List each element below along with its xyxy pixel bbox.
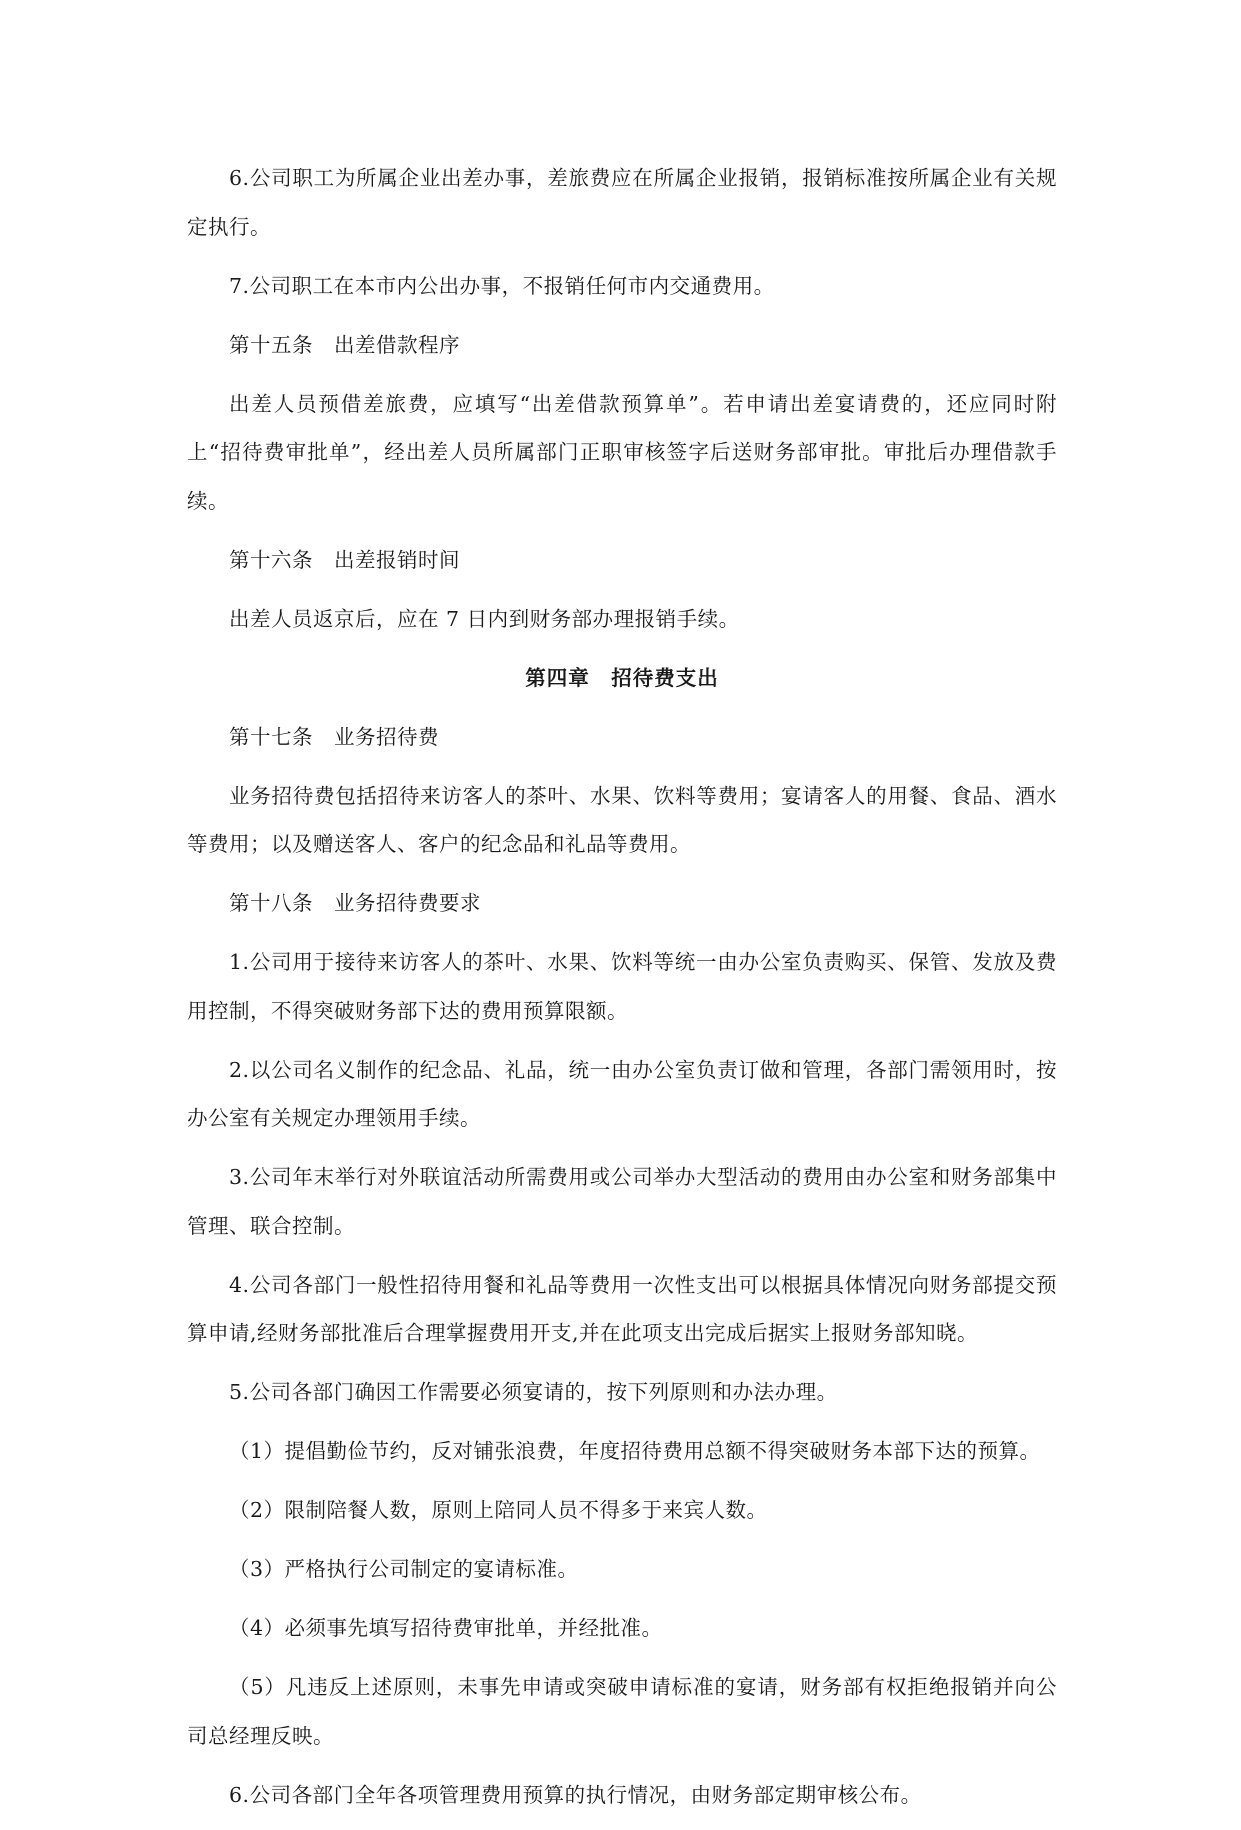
document-body: [187, 154, 1057, 1830]
rule-item-5: 5.公司各部门确因工作需要必须宴请的，按下列原则和办法办理。: [229, 1380, 838, 1404]
rule-item-2: 2.以公司名义制作的纪念品、礼品，统一由办公室负责订做和管理，各部门需领用时，按办公室有关规定办理领用手续。: [187, 1057, 1057, 1130]
chapter-4-title: 第四章 招待费支出: [525, 665, 719, 690]
article-18-heading: 第十八条 业务招待费要求: [229, 891, 482, 915]
sub-rule-2: （2）限制陪餐人数，原则上陪同人员不得多于来宾人数。: [229, 1498, 768, 1522]
paragraph-local-transport: 7.公司职工在本市内公出办事，不报销任何市内交通费用。: [229, 273, 775, 298]
paragraph-entertainment-scope: 业务招待费包括招待来访客人的茶叶、水果、饮料等费用；宴请客人的用餐、食品、酒水等费用；以及赠送客人、客户的纪念品和礼品等费用。: [187, 783, 1057, 856]
paragraph-advance-procedure: 出差人员预借差旅费，应填写“出差借款预算单”。若申请出差宴请费的，还应同时附上“招待费审批单”，经出差人员所属部门正职审核签字后送财务部审批。审批后办理借款手续。: [187, 391, 1057, 513]
rule-item-4: 4.公司各部门一般性招待用餐和礼品等费用一次性支出可以根据具体情况向财务部提交预算申请,经财务部批准后合理掌握费用开支,并在此项支出完成后据实上报财务部知晓。: [187, 1272, 1057, 1345]
article-17-heading: 第十七条 业务招待费: [229, 724, 440, 749]
paragraph-travel-expense-reimbursement: 6.公司职工为所属企业出差办事，差旅费应在所属企业报销，报销标准按所属企业有关规定执行。: [187, 166, 1057, 239]
sub-rule-1: （1）提倡勤俭节约，反对铺张浪费，年度招待费用总额不得突破财务本部下达的预算。: [229, 1439, 1041, 1463]
rule-item-6: 6.公司各部门全年各项管理费用预算的执行情况，由财务部定期审核公布。: [229, 1782, 922, 1807]
paragraph-reimbursement-deadline: 出差人员返京后，应在 7 日内到财务部办理报销手续。: [229, 606, 740, 631]
sub-rule-3: （3）严格执行公司制定的宴请标准。: [229, 1557, 579, 1581]
sub-rule-5: （5）凡违反上述原则，未事先申请或突破申请标准的宴请，财务部有权拒绝报销并向公司总经理反映。: [187, 1675, 1057, 1748]
article-15-heading: 第十五条 出差借款程序: [229, 332, 461, 357]
rule-item-3: 3.公司年末举行对外联谊活动所需费用或公司举办大型活动的费用由办公室和财务部集中管理、联合控制。: [187, 1165, 1057, 1238]
article-16-heading: 第十六条 出差报销时间: [229, 547, 461, 572]
rule-item-1: 1.公司用于接待来访客人的茶叶、水果、饮料等统一由办公室负责购买、保管、发放及费用控制，不得突破财务部下达的费用预算限额。: [187, 950, 1057, 1023]
sub-rule-4: （4）必须事先填写招待费审批单，并经批准。: [229, 1616, 663, 1640]
